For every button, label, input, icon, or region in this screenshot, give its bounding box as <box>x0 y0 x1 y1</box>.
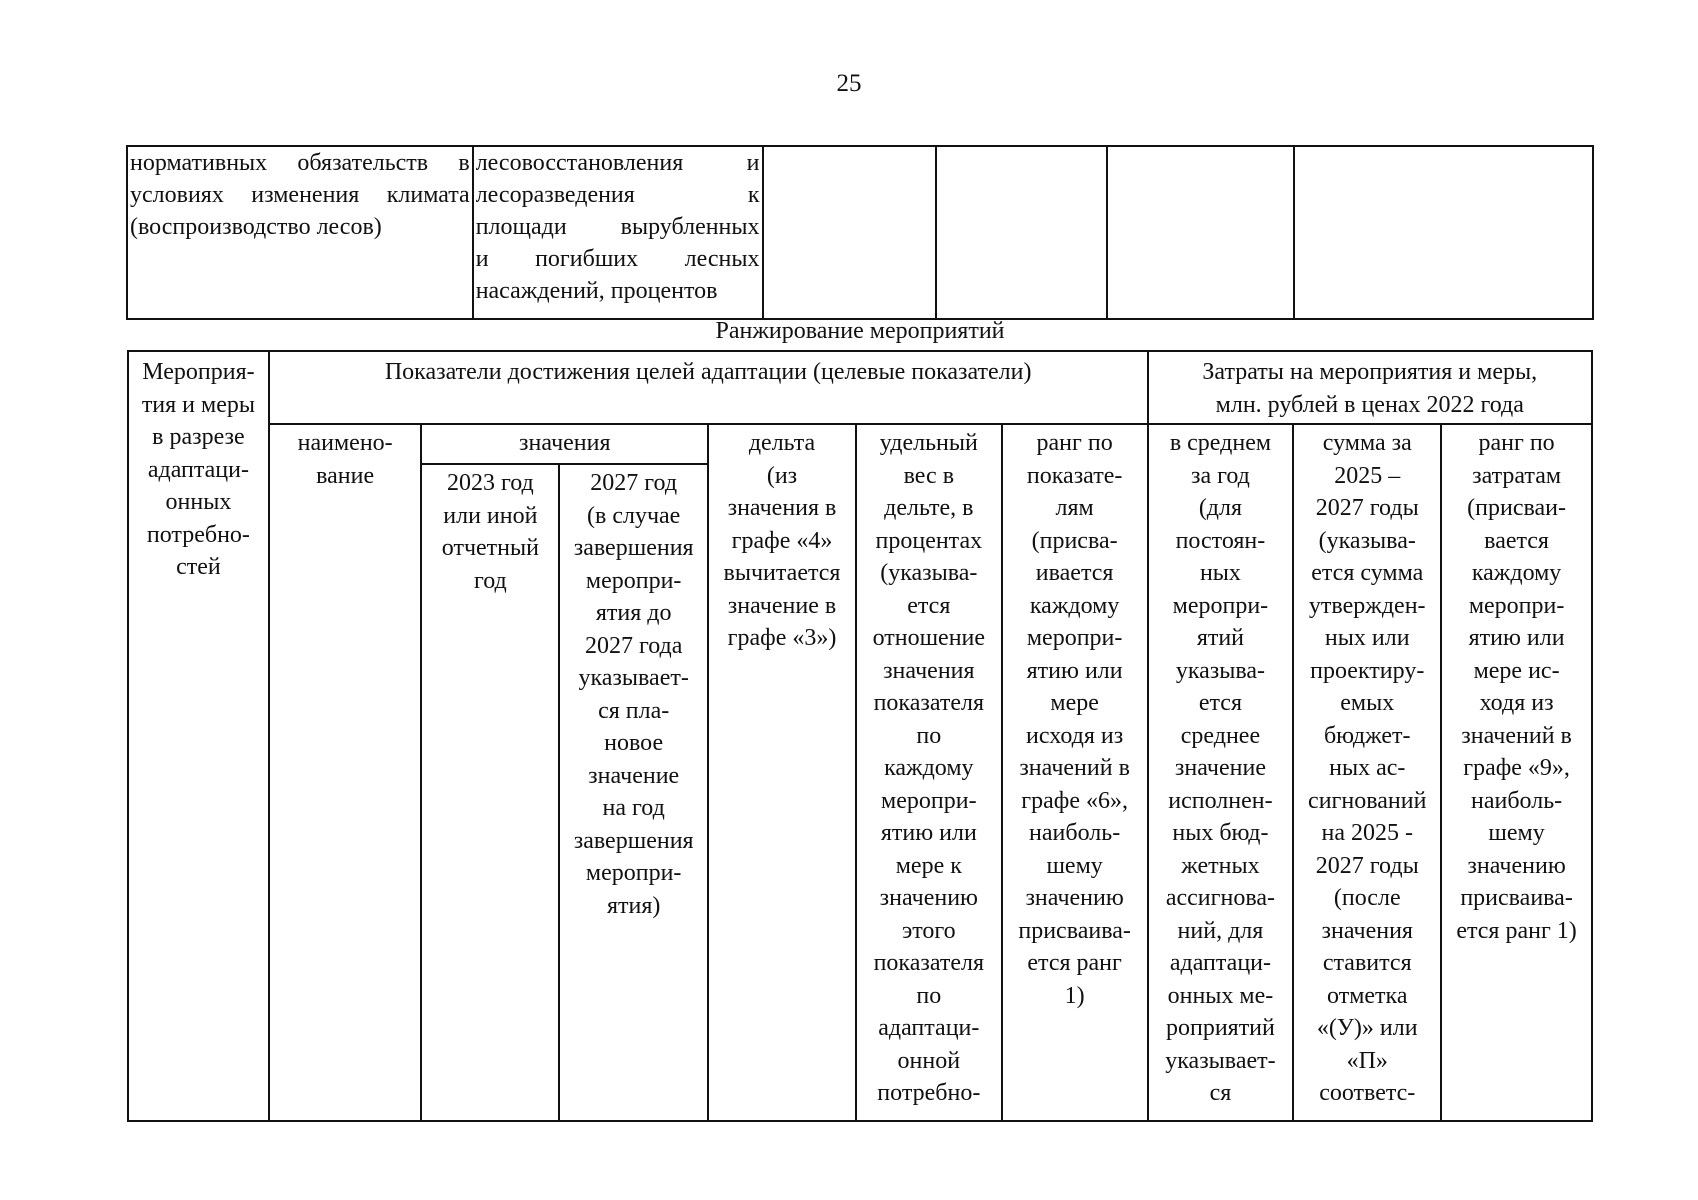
text-line: (воспроизводство лесов) <box>130 214 382 240</box>
col-delta-header: дельта (из значения в графе «4» вычитается значение в графе «3») <box>708 424 856 1121</box>
col-2023-header: 2023 год или иной отчетный год <box>421 464 559 1121</box>
page-number: 25 <box>836 70 862 97</box>
text-line: насаждений, процентов <box>475 278 718 304</box>
col-2027-header: 2027 год (в случае завершения меропри- ятия до 2027 года указывает- ся пла- новое значение на год завершения меропри- ятия) <box>559 464 708 1121</box>
top-cell-indicator <box>473 146 763 319</box>
top-cell-empty <box>936 146 1107 319</box>
col-avg-year-header: в среднем за год (для постоян- ных меропри- ятий указыва- ется среднее значение исполнен- ных бюд- жетных ассигнова- ний, для адаптаци- онных ме- роприятий указывает- ся <box>1148 424 1294 1121</box>
top-cell-empty <box>1294 146 1593 319</box>
col-name-header: наимено- вание <box>269 424 422 1121</box>
col-sum-2025-2027-header: сумма за 2025 – 2027 годы (указыва- ется сумма утвержден- ных или проектиру- емых бюджет- ных ас- сигнований на 2025 - 2027 годы (после значения ставится отметка «(У)» или «П» соответс- <box>1293 424 1441 1121</box>
ranking-table <box>127 350 1593 1122</box>
top-cell-empty <box>1107 146 1294 319</box>
table-caption: Ранжирование мероприятий <box>715 318 1005 344</box>
text-line: нормативных обязательств в <box>130 150 470 176</box>
continuation-table <box>126 145 1594 320</box>
text-line: площади вырубленных <box>475 214 760 240</box>
text-line: и погибших лесных <box>475 246 760 272</box>
values-group-header: значения <box>421 424 708 464</box>
col-measures-header: Мероприя- тия и меры в разрезе адаптаци- онных потребно- стей <box>128 351 269 1121</box>
text-line: лесоразведения к <box>475 182 760 208</box>
text-line: лесовосстановления и <box>475 150 760 176</box>
col-rank-costs-header: ранг по затратам (присваи- вается каждому меропри- ятию или мере ис- ходя из значений в графе «9», наиболь- шему значению присваива- ется ранг 1) <box>1441 424 1592 1121</box>
top-cell-empty <box>763 146 937 319</box>
text-line: условиях изменения климата <box>130 182 470 208</box>
top-cell-obligations <box>127 146 473 319</box>
costs-group-header: Затраты на мероприятия и меры, млн. рублей в ценах 2022 года <box>1148 351 1592 424</box>
col-rank-indicators-header: ранг по показате- лям (присва- ивается каждому меропри- ятию или мере исходя из значений в графе «6», наиболь- шему значению присваива- ется ранг 1) <box>1002 424 1148 1121</box>
col-share-header: удельный вес в дельте, в процентах (указыва- ется отношение значения показателя по каждому меропри- ятию или мере к значению этого показателя по адаптаци- онной потребно- <box>856 424 1002 1121</box>
indicators-group-header: Показатели достижения целей адаптации (целевые показатели) <box>269 351 1148 424</box>
